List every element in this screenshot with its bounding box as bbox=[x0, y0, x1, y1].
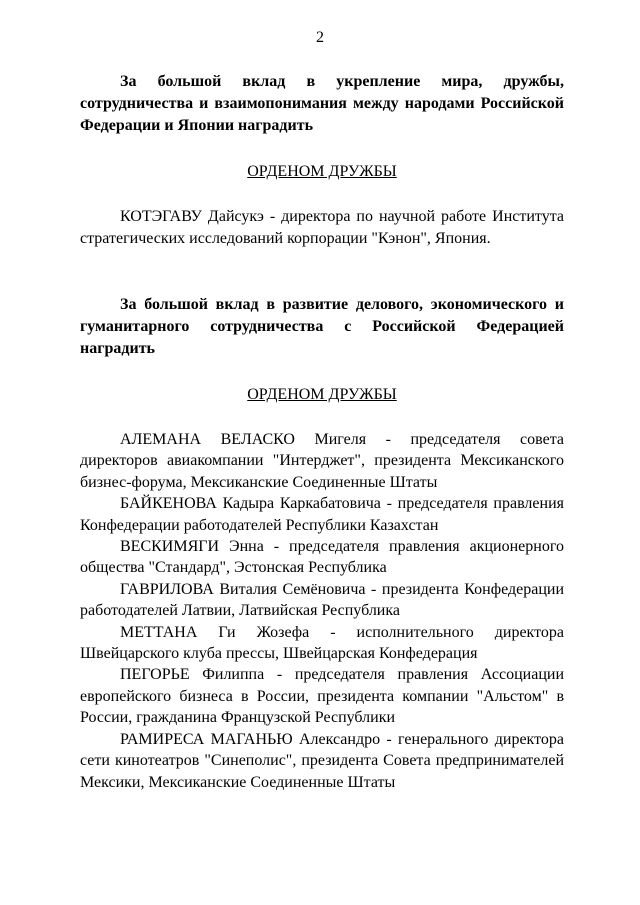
document-body bbox=[80, 71, 564, 793]
page-number: 2 bbox=[316, 29, 324, 46]
section-2-intro: За большой вклад в развитие делового, экономического и гуманитарного сотрудничества с Российской Федерацией наградить bbox=[80, 296, 564, 357]
section-2-entry-3: ВЕСКИМЯГИ Энна - председателя правления акционерного общества "Стандард", Эстонская Республика bbox=[80, 538, 564, 577]
section-2-order-title: ОРДЕНОМ ДРУЖБЫ bbox=[247, 386, 397, 403]
section-1-intro: За большой вклад в укрепление мира, дружбы, сотрудничества и взаимопонимания между народами Российской Федерации и Японии наградить bbox=[80, 73, 564, 134]
section-1-order-title: ОРДЕНОМ ДРУЖБЫ bbox=[247, 163, 397, 180]
section-2-entry-1: АЛЕМАНА ВЕЛАСКО Мигеля - председателя совета директоров авиакомпании "Интерджет", президента Мексиканского бизнес-форума, Мексиканские Соединенные Штаты bbox=[80, 431, 564, 491]
section-1-entry-1: КОТЭГАВУ Дайсукэ - директора по научной работе Института стратегических исследований корпорации "Кэнон", Япония. bbox=[80, 208, 564, 247]
section-2-entry-7: РАМИРЕСА МАГАНЬЮ Александро - генерального директора сети кинотеатров "Синеполис", президента Совета предпринимателей Мексики, Мексиканские Соединенные Штаты bbox=[80, 730, 564, 791]
section-2-entries bbox=[80, 429, 564, 793]
section-2-entry-2: БАЙКЕНОВА Кадыра Каркабатовича - председателя правления Конфедерации работодателей Республики Казахстан bbox=[80, 495, 564, 534]
section-2-entry-6: ПЕГОРЬЕ Филиппа - председателя правления Ассоциации европейского бизнеса в России, президента компании "Альстом" в России, гражданина Французской Республики bbox=[80, 666, 564, 727]
section-2-entry-5: МЕТТАНА Ги Жозефа - исполнительного директора Швейцарского клуба прессы, Швейцарская Конфедерация bbox=[80, 623, 564, 663]
section-2-entry-4: ГАВРИЛОВА Виталия Семёновича - президента Конфедерации работодателей Латвии, Латвийская Республика bbox=[80, 580, 564, 620]
